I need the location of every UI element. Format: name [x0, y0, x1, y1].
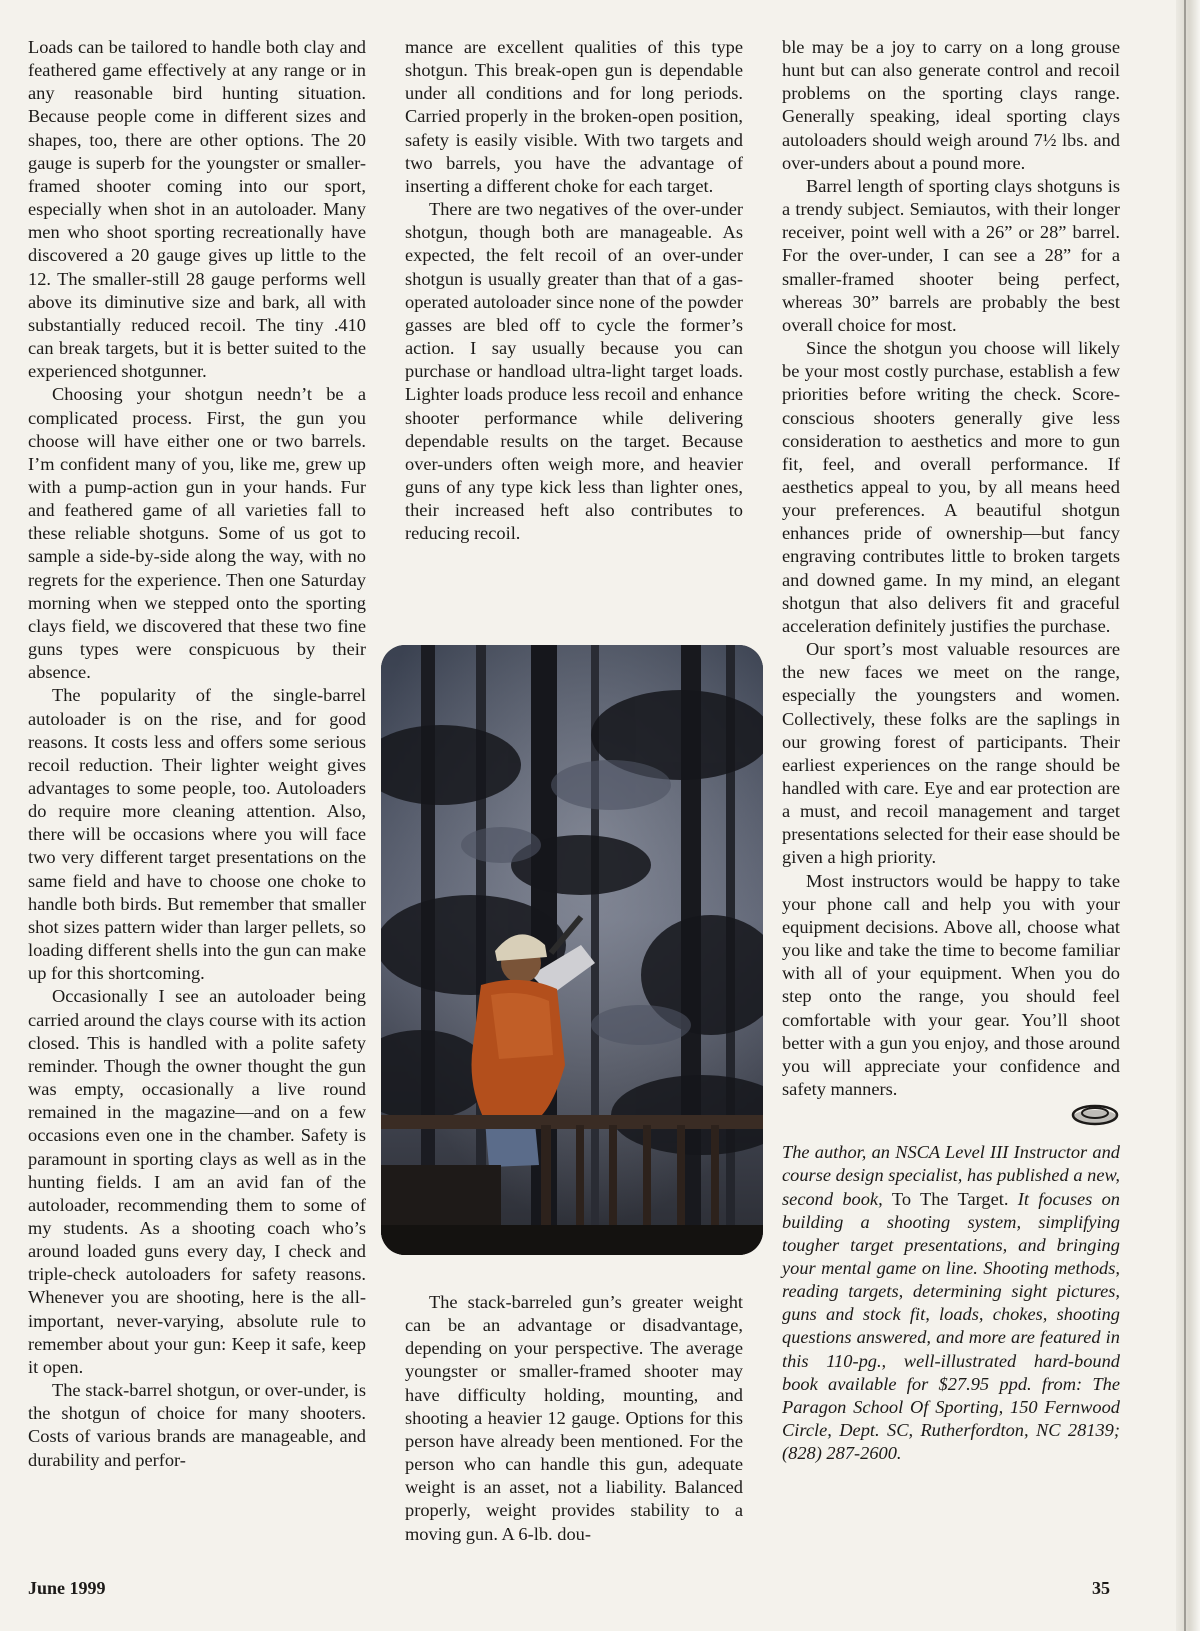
page-edge [1176, 0, 1200, 1631]
paragraph: The stack-barreled gun’s greater weight can be an advantage or disadvantage, depending on your perspective. The average youngster or smaller-framed shooter may have difficulty holding, mounting, and shooting a heavier 12 gauge. Options for this person have already been mentioned. For the person who can handle this gun, adequate weight is an asset, not a liability. Balanced properly, weight provides stability to a moving gun. A 6-lb. dou- [405, 1292, 743, 1544]
page-number: 35 [1092, 1578, 1110, 1598]
paragraph: Loads can be tailored to handle both clay and feathered game effectively at any range or in any reasonable bird hunting situation. Because people come in different sizes and shapes, too, there are other options. The 20 gauge is superb for the youngster or smaller-framed shooter coming into our sport, especially when shot in an autoloader. Many men who shoot sporting recreationally have discovered a 20 gauge gives up little to the 12. The smaller-still 28 gauge performs well above its diminutive size and bark, all with substantially reduced recoil. The tiny .410 can break targets, but it is better suited to the experienced shotgunner. [28, 37, 366, 382]
column-1 [28, 36, 366, 1472]
paragraph: The popularity of the single-barrel autoloader is on the rise, and for good reasons. It costs less and offers some serious recoil reduction. Their lighter weight gives advantages to some people, too. Autoloaders do require more cleaning attention. Also, there will be occasions where you will face two very different target presentations on the same field and have to choose one choke to handle both birds. But remember that smaller shot sizes pattern wider than larger pellets, so loading different shells into the gun can make up for this shortcoming. [28, 685, 366, 984]
paragraph: mance are excellent qualities of this type shotgun. This break-open gun is dependable under all conditions and for long periods. Carried properly in the broken-open position, safety is easily visible. With two targets and two barrels, you have the advantage of inserting a different choke for each target. [405, 37, 743, 196]
shooter-photo [381, 645, 763, 1255]
end-of-article-mark [782, 1101, 1120, 1119]
column-2 [405, 36, 743, 545]
page-edge-line [1184, 0, 1186, 1631]
clay-target-icon [1070, 1101, 1120, 1127]
bio-text: The author, an NSCA Level III Instructor and course design specialist, has published a new, second book, [782, 1142, 1120, 1209]
paragraph: There are two negatives of the over-under shotgun, though both are manageable. As expected, the felt recoil of an over-under shotgun is usually greater than that of a gas-operated autoloader since none of the powder gasses are bled off to cycle the former’s action. I say usually because you can purchase or handload ultra-light target loads. Lighter loads produce less recoil and enhance shooter performance while delivering dependable results on the target. Because over-unders often weigh more, and heavier guns of any type kick less than lighter ones, their increased heft also contributes to reducing recoil. [405, 199, 743, 544]
book-title: To The Target. [891, 1188, 1009, 1209]
paragraph: The stack-barrel shotgun, or over-under, is the shotgun of choice for many shooters. Costs of various brands are manageable, and durability and perfor- [28, 1380, 366, 1470]
paragraph: Our sport’s most valuable resources are the new faces we meet on the range, especially the youngsters and women. Collectively, these folks are the saplings in our growing forest of participants. Their earliest experiences on the range should be handled with care. Eye and ear protection are a must, and recoil management and target presentations selected for their ease should be given a high priority. [782, 639, 1120, 868]
paragraph: Most instructors would be happy to take your phone call and help you with your equipment decisions. Above all, choose what you like and take the time to become familiar with all of your equipment. When you do step onto the range, you should feel comfortable with your gear. You’ll shoot better with a gun you enjoy, and those around you will appreciate your confidence and safety manners. [782, 870, 1120, 1100]
shooter-in-orange-vest-photo [381, 645, 763, 1255]
issue-date: June 1999 [28, 1578, 106, 1598]
paragraph: ble may be a joy to carry on a long grouse hunt but can also generate control and recoil problems on the sporting clays range. Generally speaking, ideal sporting clays autoloaders should weigh around 7½ lbs. and over-unders about a pound more. [782, 37, 1120, 173]
author-bio [782, 1141, 1120, 1465]
column-2-lower [405, 1291, 743, 1546]
paragraph: Barrel length of sporting clays shotguns is a trendy subject. Semiautos, with their longer receiver, point well with a 26” or 28” barrel. For the over-under, I can see a 28” for a smaller-framed shooter being perfect, whereas 30” barrels are probably the best overall choice for most. [782, 175, 1120, 335]
paragraph: Since the shotgun you choose will likely be your most costly purchase, establish a few priorities before writing the check. Score-conscious shooters generally give less consideration to aesthetics and more to gun fit, feel, and overall performance. If aesthetics appeal to you, by all means heed your preferences. A beautiful shotgun enhances pride of ownership—but fancy engraving contributes little to broken targets and downed game. In my mind, an elegant shotgun that also delivers fit and graceful acceleration definitely justifies the purchase. [782, 338, 1120, 636]
column-3 [782, 36, 1120, 1465]
paragraph: Occasionally I see an autoloader being carried around the clays course with its action closed. This is handled with a polite safety reminder. Though the owner thought the gun was empty, occasionally a live round remained in the magazine—and on a few occasions even one in the chamber. Safety is paramount in sporting clays as well as in the hunting fields. I am an avid fan of the autoloader, recommending them to some of my students. As a shooting coach who’s around loaded guns every day, I check and triple-check autoloaders for safety reasons. Whenever you are shooting, here is the all-important, never-varying, absolute rule to remember about your gun: Keep it safe, keep it open. [28, 986, 366, 1377]
paragraph: Choosing your shotgun needn’t be a complicated process. First, the gun you choose will have either one or two barrels. I’m confident many of you, like me, grew up with a pump-action gun in your hands. Fur and feathered game of all varieties fall to these reliable shotguns. Some of us got to sample a side-by-side along the way, with no regrets for the experience. Then one Saturday morning when we stepped onto the sporting clays field, we discovered that these two fine guns types were conspicuous by their absence. [28, 384, 366, 683]
bio-text-continued: It focuses on building a shooting system, simplifying tougher target presentations, and bringing your mental game on line. Shooting methods, reading targets, determining sight pictures, guns and stock fit, loads, chokes, shooting questions answered, and more are featured in this 110-pg., well-illustrated hard-bound book available for $27.95 ppd. from: The Paragon School Of Sporting, 150 Fernwood Circle, Dept. SC, Rutherfordton, NC 28139; (828) 287-2600. [782, 1188, 1120, 1464]
